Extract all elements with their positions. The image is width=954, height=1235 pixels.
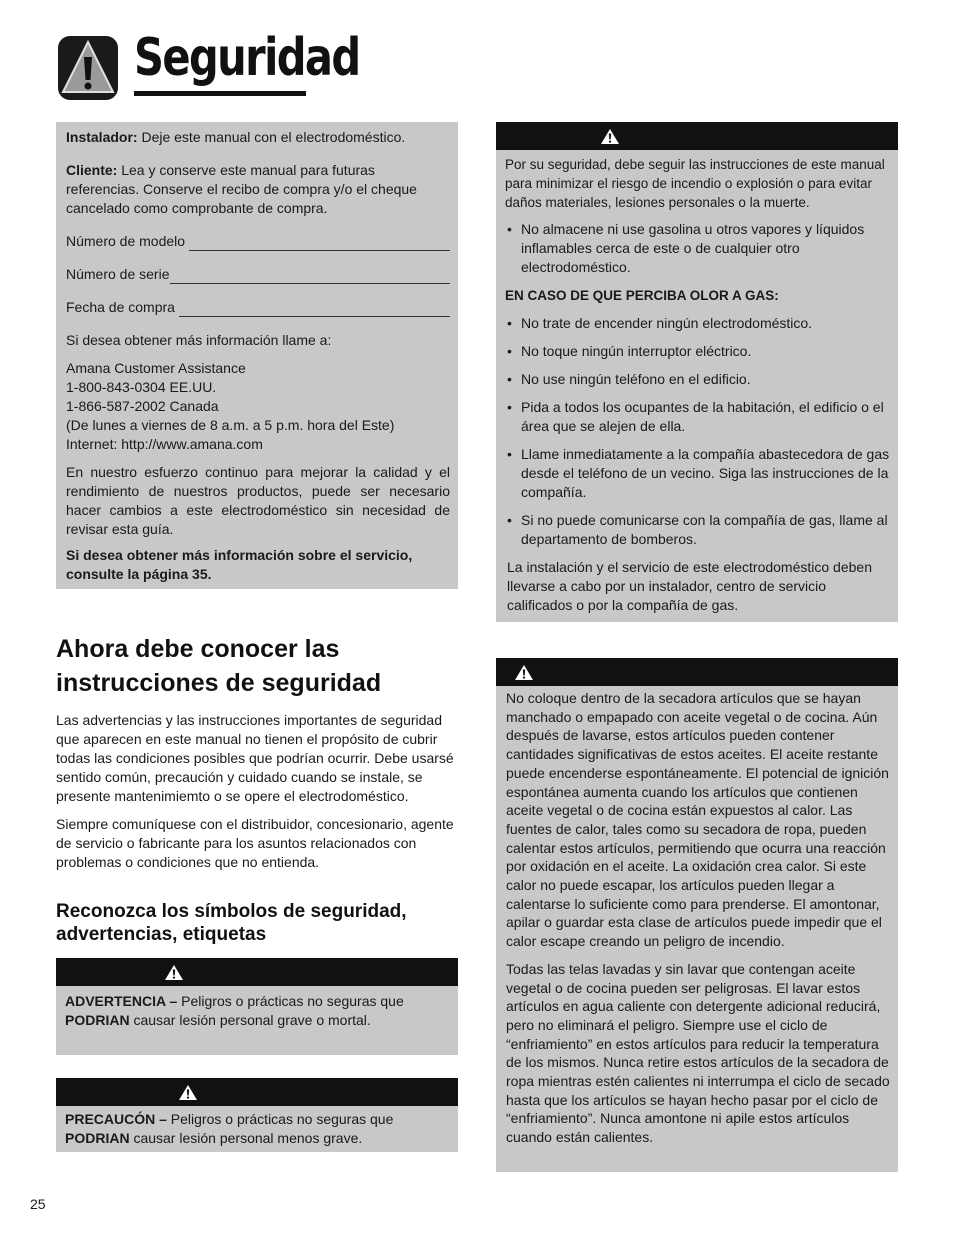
warning-triangle-icon bbox=[600, 128, 620, 145]
safety-para1: Las advertencias y las instrucciones importantes de seguridad que aparecen en este manual no tienen el propósito de cubrir todas las condiciones posibles que podrían ocurrir. Debe usarsé sentido común, precaución y cuidado cuando se instale, se presente mantenimiemto o se opere el electrodoméstico. bbox=[56, 712, 454, 804]
warning-triangle-icon bbox=[57, 35, 119, 101]
company-name: Amana Customer Assistance bbox=[66, 360, 246, 376]
page-title: Seguridad bbox=[134, 28, 360, 88]
model-number-field: Número de modelo bbox=[66, 232, 450, 251]
warning-triangle-icon bbox=[178, 1084, 198, 1101]
hours-text: (De lunes a viernes de 8 a.m. a 5 p.m. hora del Este) bbox=[66, 417, 395, 433]
section-heading: Ahora debe conocer las instrucciones de seguridad bbox=[56, 635, 382, 697]
serial-number-field: Número de serie bbox=[66, 265, 450, 284]
gas-warning-closing: La instalación y el servicio de este electrodoméstico deben llevarse a cabo por un instalador, centro de servicio calificados o por la compañía de gas. bbox=[507, 559, 872, 613]
gas-warning-intro: Por su seguridad, debe seguir las instrucciones de este manual para minimizar el riesgo de incendio o explosión o para evitar daños materiales, lesiones personales o la muerte. bbox=[505, 157, 885, 210]
internet-text: Internet: http://www.amana.com bbox=[66, 436, 263, 452]
owner-info-box bbox=[56, 122, 458, 589]
installer-note: Instalador: Deje este manual con el electrodoméstico. bbox=[66, 129, 406, 145]
oil-warning-box bbox=[496, 658, 898, 1172]
improvement-text: En nuestro esfuerzo continuo para mejorar la calidad y el rendimiento de nuestros productos, puede ser necesario hacer cambios a este electrodoméstico sin necesidad de revisar esta guía. bbox=[66, 464, 450, 537]
list-item: • Llame inmediatamente a la compañía abastecedora de gas desde el teléfono de un vecino. Siga las instrucciones de la compañía. bbox=[505, 445, 890, 502]
caution-bar bbox=[56, 1078, 458, 1106]
caution-definition: PRECAUCÓN – Peligros o prácticas no seguras que PODRIAN causar lesión personal menos grave. bbox=[65, 1111, 394, 1146]
warning-definition: ADVERTENCIA – Peligros o prácticas no seguras que PODRIAN causar lesión personal grave o mortal. bbox=[65, 993, 404, 1028]
list-item: • Pida a todos los ocupantes de la habitación, el edificio o el área que se alejen de ella. bbox=[505, 398, 890, 436]
gas-warning-box bbox=[496, 122, 898, 622]
list-item: • No trate de encender ningún electrodoméstico. bbox=[505, 314, 890, 333]
gas-heading: EN CASO DE QUE PERCIBA OLOR A GAS: bbox=[505, 288, 779, 303]
title-underline bbox=[134, 91, 306, 96]
purchase-date-field: Fecha de compra bbox=[66, 298, 450, 317]
list-item: • Si no puede comunicarse con la compañía de gas, llame al departamento de bomberos. bbox=[505, 511, 890, 549]
warning-triangle-icon bbox=[514, 664, 534, 681]
warning-legend-box bbox=[56, 958, 458, 1055]
oil-warning-para1: No coloque dentro de la secadora artículos que se hayan manchado o empapado con aceite vegetal o de cocina. Aún después de lavarse, estos artículos pueden contener cantidades significativas de estos aceites. El aceite restante puede encenderse espontáneamente. El potencial de ignición espontánea aumenta cuando los artículos que contienen aceite vegetal o de cocina están expuestos al calor. Las fuentes de calor, tales como su secadora de ropa, pueden calentar estos artículos, permitiendo que ocurra una reacción por oxidación en el aceite. La oxidación crea calor. Si este calor no puede escapar, los artículos pueden llegar a calentarse lo suficiente como para prenderse. El amontonar, apilar o guardar esta clase de artículos puede impedir que el calor escape creando un peligro de incendio. bbox=[506, 690, 889, 950]
phone-us: 1-800-843-0304 EE.UU. bbox=[66, 379, 217, 395]
more-info-text: Si desea obtener más información llame a: bbox=[66, 332, 332, 348]
customer-note: Cliente: Lea y conserve este manual para futuras referencias. Conserve el recibo de compra y/o el cheque cancelado como comprobante de compra. bbox=[66, 162, 417, 216]
warning-triangle-icon bbox=[164, 964, 184, 981]
caution-legend-box bbox=[56, 1078, 458, 1152]
list-item: • No toque ningún interruptor eléctrico. bbox=[505, 342, 890, 361]
page-number: 25 bbox=[30, 1196, 46, 1212]
symbols-heading: Reconozca los símbolos de seguridad, advertencias, etiquetas bbox=[56, 901, 407, 945]
oil-warning-para2: Todas las telas lavadas y sin lavar que contengan aceite vegetal o de cocina pueden ser peligrosas. El lavar estos artículos en agua caliente con detergente adicional reducirá, pero no eliminará el peligro. Siempre use el ciclo de “enfriamiento” en estos artículos para reducir la temperatura de los mismos. Nunca retire estos artículos de la secadora de ropa mientras estén calientes ni interrumpa el ciclo de secado hasta que los artículos se hayan hecho pasar por el ciclo de “enfriamiento”. Nunca amontone ni apile estos artículos cuando están calientes. bbox=[506, 960, 890, 1146]
list-item: • No almacene ni use gasolina u otros vapores y líquidos inflamables cerca de este o de cualquier otro electrodoméstico. bbox=[505, 220, 890, 277]
warning-bar bbox=[56, 958, 458, 986]
warning-bar bbox=[496, 122, 898, 150]
service-note: Si desea obtener más información sobre el servicio, consulte la página 35. bbox=[66, 547, 413, 582]
phone-canada: 1-866-587-2002 Canada bbox=[66, 398, 219, 414]
warning-bar bbox=[496, 658, 898, 686]
safety-para2: Siempre comuníquese con el distribuidor, concesionario, agente de servicio o fabricante para los asuntos relacionados con problemas o condiciones que no entienda. bbox=[56, 816, 454, 870]
list-item: • No use ningún teléfono en el edificio. bbox=[505, 370, 890, 389]
